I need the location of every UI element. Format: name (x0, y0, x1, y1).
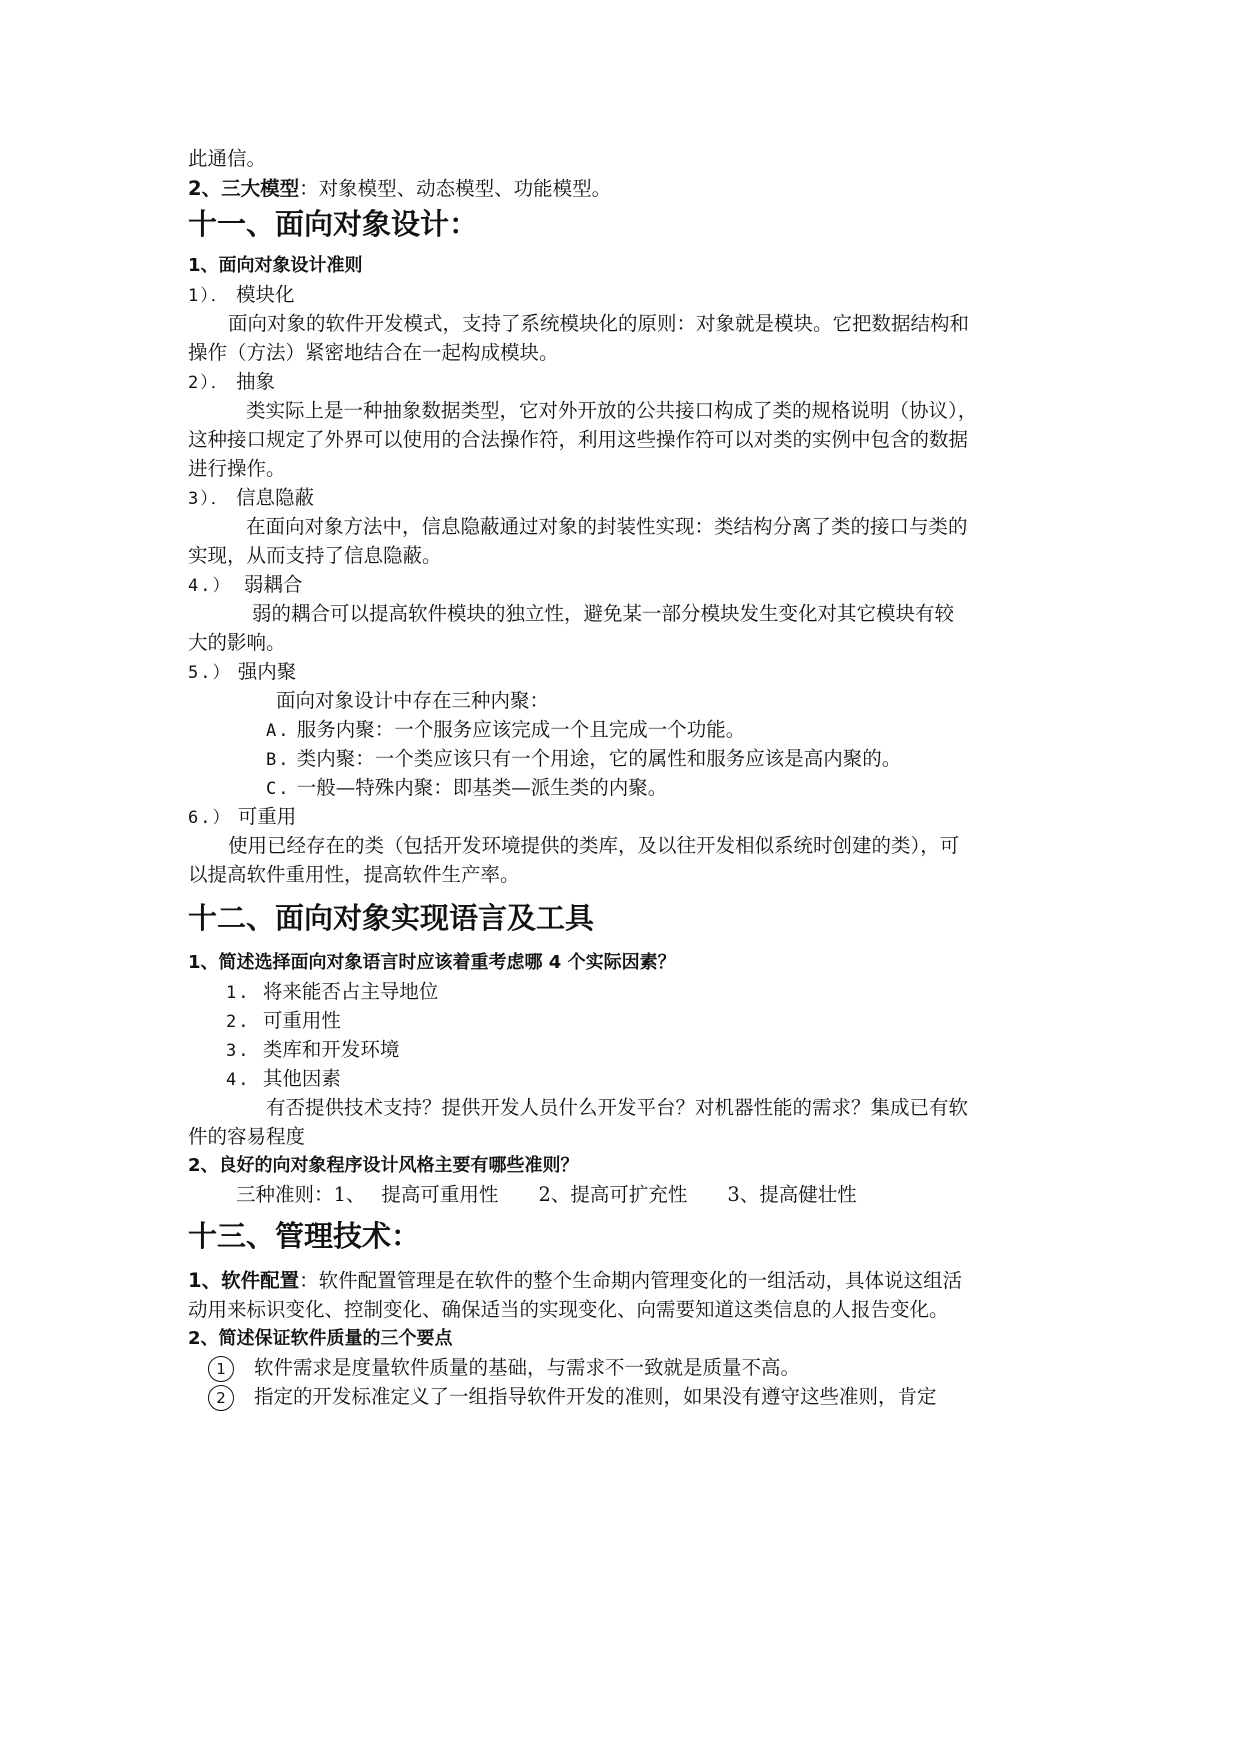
item-label: 2、三大模型 (188, 177, 300, 200)
quality-heading: 2、简述保证软件质量的三个要点 (188, 1328, 453, 1349)
quality-point-2: 2 指定的开发标准定义了一组指导软件开发的准则，如果没有遵守这些准则，肯定 (208, 1384, 937, 1411)
cohesion-item-c: C. 一般—特殊内聚：即基类—派生类的内聚。 (266, 776, 668, 799)
three-models-item: 2、三大模型：对象模型、动态模型、功能模型。 (188, 177, 612, 200)
circled-number-1: 1 (208, 1356, 234, 1382)
criterion-4-title: 4.） 弱耦合 (188, 573, 303, 596)
criterion-4-text: 弱的耦合可以提高软件模块的独立性，避免某一部分模块发生变化对其它模块有较 (252, 602, 955, 625)
criterion-2-text: 这种接口规定了外界可以使用的合法操作符，利用这些操作符可以对类的实例中包含的数据 (188, 428, 969, 451)
factor-2: 2. 可重用性 (226, 1009, 341, 1032)
question-2-heading: 2、良好的向对象程序设计风格主要有哪些准则？ (188, 1155, 579, 1176)
criterion-4-text: 大的影响。 (188, 631, 286, 654)
factor-4: 4. 其他因素 (226, 1067, 341, 1090)
criterion-6-title: 6.） 可重用 (188, 805, 297, 828)
quality-point-1: 1 软件需求是度量软件质量的基础，与需求不一致就是质量不高。 (208, 1355, 800, 1382)
criterion-2-text: 类实际上是一种抽象数据类型，它对外开放的公共接口构成了类的规格说明（协议）， (246, 399, 978, 422)
item-label: 1、软件配置 (188, 1269, 300, 1292)
criterion-1-text: 面向对象的软件开发模式，支持了系统模块化的原则：对象就是模块。它把数据结构和 (228, 312, 970, 335)
criterion-5-intro: 面向对象设计中存在三种内聚： (276, 689, 550, 712)
criterion-6-text: 以提高软件重用性，提高软件生产率。 (188, 863, 520, 886)
criterion-2-title: 2）． 抽象 (188, 370, 275, 393)
factor-4-text: 有否提供技术支持？提供开发人员什么开发平台？对机器性能的需求？集成已有软 (266, 1096, 969, 1119)
criterion-5-title: 5.） 强内聚 (188, 660, 297, 683)
software-config-line: 动用来标识变化、控制变化、确保适当的实现变化、向需要知道这类信息的人报告变化。 (188, 1298, 949, 1321)
criterion-2-text: 进行操作。 (188, 457, 286, 480)
factor-4-text: 件的容易程度 (188, 1125, 306, 1148)
criterion-1-title: 1）． 模块化 (188, 283, 295, 306)
paragraph-continuation: 此通信。 (188, 147, 267, 170)
criterion-1-text: 操作（方法）紧密地结合在一起构成模块。 (188, 341, 559, 364)
circled-number-2: 2 (208, 1385, 234, 1411)
factor-3: 3. 类库和开发环境 (226, 1038, 400, 1061)
section-12-heading: 十二、面向对象实现语言及工具 (188, 901, 595, 935)
style-criteria-line: 三种准则：1、 提高可重用性 2、提高可扩充性 3、提高健壮性 (236, 1183, 857, 1206)
cohesion-item-a: A. 服务内聚：一个服务应该完成一个且完成一个功能。 (266, 718, 746, 741)
criterion-6-text: 使用已经存在的类（包括开发环境提供的类库，及以往开发相似系统时创建的类），可 (228, 834, 960, 857)
criterion-3-text: 实现，从而支持了信息隐蔽。 (188, 544, 442, 567)
question-1-heading: 1、简述选择面向对象语言时应该着重考虑哪 4 个实际因素？ (188, 952, 676, 973)
criterion-3-title: 3）． 信息隐蔽 (188, 486, 314, 509)
cohesion-item-b: B. 类内聚：一个类应该只有一个用途，它的属性和服务应该是高内聚的。 (266, 747, 902, 770)
factor-1: 1. 将来能否占主导地位 (226, 980, 439, 1003)
section-13-heading: 十三、管理技术： (188, 1219, 421, 1253)
section-11-heading: 十一、面向对象设计： (188, 207, 479, 241)
subheading-design-criteria: 1、面向对象设计准则 (188, 255, 363, 276)
criterion-3-text: 在面向对象方法中，信息隐蔽通过对象的封装性实现：类结构分离了类的接口与类的 (246, 515, 968, 538)
software-config-line: 1、软件配置：软件配置管理是在软件的整个生命期内管理变化的一组活动，具体说这组活 (188, 1269, 963, 1292)
